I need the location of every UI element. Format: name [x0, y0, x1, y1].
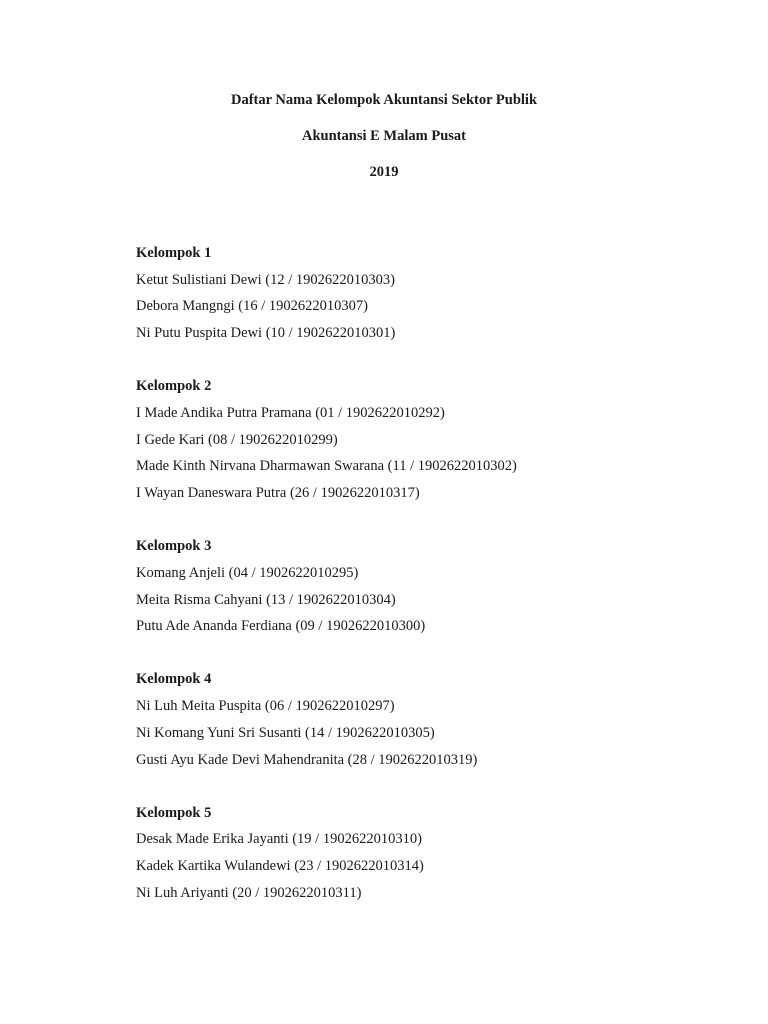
- member-item: I Gede Kari (08 / 1902622010299): [136, 431, 338, 448]
- member-item: Ni Luh Ariyanti (20 / 1902622010311): [136, 884, 362, 901]
- group-title: Kelompok 5: [136, 804, 212, 821]
- group-2: [136, 373, 736, 506]
- group-4: [136, 666, 736, 773]
- document-title: Daftar Nama Kelompok Akuntansi Sektor Publik: [230, 92, 538, 108]
- group-title: Kelompok 3: [136, 538, 212, 555]
- member-item: I Made Andika Putra Pramana (01 / 1902622010292): [136, 404, 445, 421]
- member-item: Putu Ade Ananda Ferdiana (09 / 1902622010300): [136, 618, 426, 635]
- member-item: Desak Made Erika Jayanti (19 / 1902622010310): [136, 831, 422, 848]
- document-header: [0, 91, 768, 199]
- member-item: Ni Komang Yuni Sri Susanti (14 / 1902622010305): [136, 724, 435, 741]
- group-3: [136, 533, 736, 640]
- group-title: Kelompok 1: [136, 245, 212, 261]
- document-year: 2019: [369, 164, 399, 180]
- member-item: Made Kinth Nirvana Dharmawan Swarana (11 / 1902622010302): [136, 458, 517, 475]
- group-title: Kelompok 2: [136, 378, 212, 395]
- document-subtitle: Akuntansi E Malam Pusat: [302, 128, 466, 144]
- group-5: [136, 800, 736, 907]
- group-1: [136, 240, 736, 347]
- member-item: Meita Risma Cahyani (13 / 1902622010304): [136, 591, 396, 608]
- member-item: Ni Luh Meita Puspita (06 / 1902622010297): [136, 698, 395, 715]
- member-item: I Wayan Daneswara Putra (26 / 1902622010317): [136, 485, 420, 501]
- member-item: Komang Anjeli (04 / 1902622010295): [136, 564, 359, 581]
- group-title: Kelompok 4: [136, 671, 212, 688]
- member-item: Debora Mangngi (16 / 1902622010307): [136, 298, 368, 315]
- member-item: Kadek Kartika Wulandewi (23 / 1902622010314): [136, 858, 424, 875]
- group-list: [136, 240, 736, 933]
- member-item: Gusti Ayu Kade Devi Mahendranita (28 / 1902622010319): [136, 751, 478, 768]
- member-item: Ketut Sulistiani Dewi (12 / 1902622010303): [136, 271, 395, 288]
- member-item: Ni Putu Puspita Dewi (10 / 1902622010301): [136, 325, 396, 342]
